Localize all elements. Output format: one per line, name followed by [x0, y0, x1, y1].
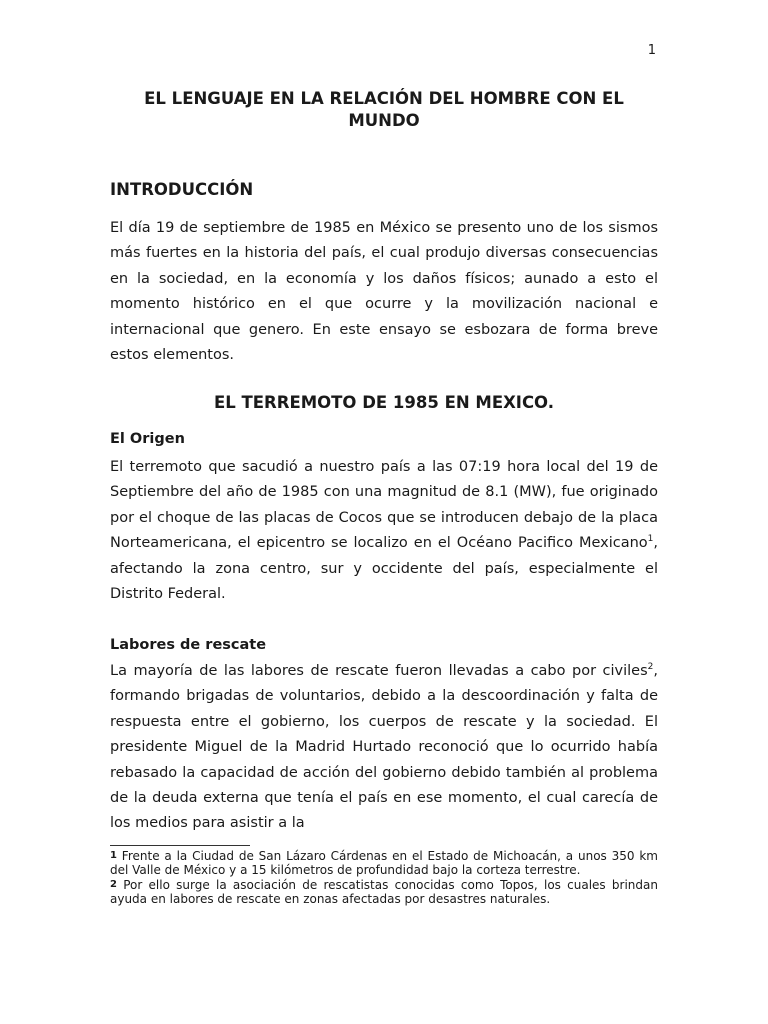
footnote-reference-2[interactable]: 2	[647, 662, 654, 673]
footnote-text-1: Frente a la Ciudad de San Lázaro Cárdenas en el Estado de Michoacán, a unos 350 km del Valle de México y a 15 kilómetros de profundidad bajo la corteza terrestre.	[110, 849, 658, 878]
origen-paragraph	[110, 455, 658, 607]
footnote-reference-1[interactable]: 1	[647, 534, 654, 545]
page-number: 1	[647, 43, 656, 58]
section-heading: EL TERREMOTO DE 1985 EN MEXICO.	[213, 393, 554, 412]
introduction-paragraph: El día 19 de septiembre de 1985 en México se presento uno de los sismos más fuertes en la historia del país, el cual produjo diversas consecuencias en la sociedad, en la economía y los daños físicos; aunado a esto el momento histórico en el que ocurre y la movilización nacional e internacional que genero. En este ensayo se esbozara de forma breve estos elementos.	[110, 220, 658, 364]
footnote-2	[110, 878, 658, 907]
origen-text-end: , afectando la zona centro, sur y occidente del país, especialmente el Distrito Federal.	[110, 535, 658, 603]
footnote-separator	[110, 845, 250, 846]
footnote-mark-2: 2	[110, 878, 117, 890]
origen-heading: El Origen	[110, 431, 185, 447]
origen-text-start: El terremoto que sacudió a nuestro país a las 07:19 hora local del 19 de Septiembre del año de 1985 con una magnitud de 8.1 (MW), fue originado por el choque de las placas de Cocos que se introducen debajo de la placa Norteamericana, el epicentro se localizo en el Océano Pacifico Mexicano	[110, 459, 658, 552]
introduction-heading: INTRODUCCIÓN	[110, 180, 254, 199]
rescate-text-start: La mayoría de las labores de rescate fueron llevadas a cabo por civiles	[110, 663, 648, 679]
rescate-text-end: , formando brigadas de voluntarios, debido a la descoordinación y falta de respuesta entre el gobierno, los cuerpos de rescate y la sociedad. El presidente Miguel de la Madrid Hurtado reconoció que lo ocurrido había rebasado la capacidad de acción del gobierno debido también al problema de la deuda externa que tenía el país en ese momento, el cual carecía de los medios para asistir a la	[110, 663, 658, 832]
footnotes	[110, 849, 658, 907]
rescate-heading: Labores de rescate	[110, 637, 267, 653]
rescate-paragraph	[110, 659, 658, 837]
document-title: EL LENGUAJE EN LA RELACIÓN DEL HOMBRE CON EL MUNDO	[144, 89, 624, 130]
footnote-text-2: Por ello surge la asociación de rescatistas conocidas como Topos, los cuales brindan ayuda en labores de rescate en zonas afectadas por desastres naturales.	[110, 877, 658, 907]
footnote-1	[110, 849, 658, 878]
footnote-mark-1: 1	[110, 850, 117, 861]
